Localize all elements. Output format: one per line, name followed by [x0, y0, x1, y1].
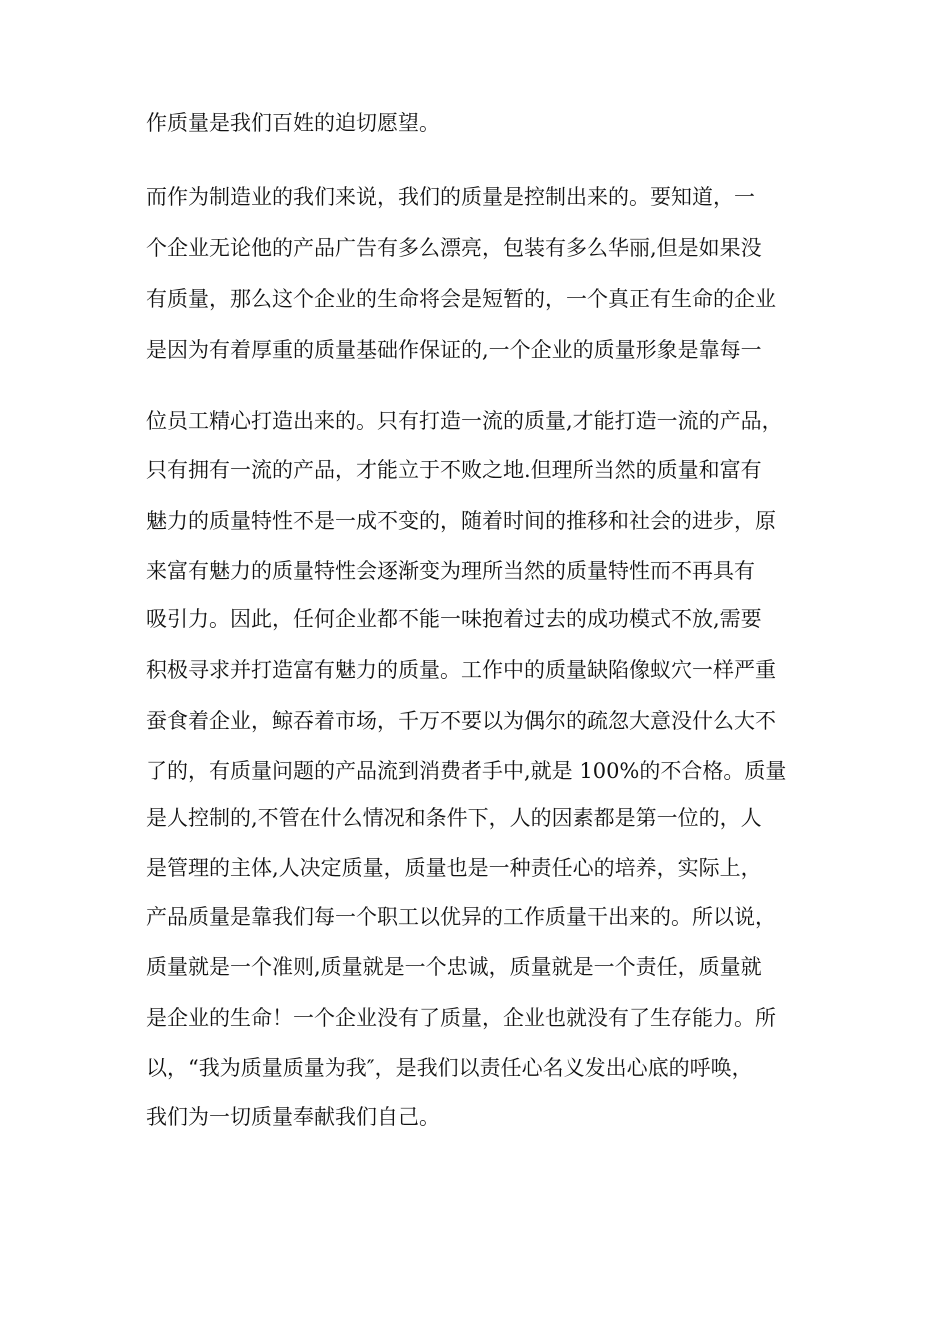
- paragraph-2-line: 吸引力。因此，任何企业都不能一味抱着过去的成功模式不放,需要: [146, 607, 762, 631]
- paragraph-2-line: 是管理的主体,人决定质量，质量也是一种责任心的培养，实际上，: [146, 856, 762, 880]
- paragraph-2-line: 魅力的质量特性不是一成不变的，随着时间的推移和社会的进步，原: [146, 509, 776, 533]
- paragraph-2-line: 蚕食着企业，鲸吞着市场，千万不要以为偶尔的疏忽大意没什么大不: [146, 709, 776, 733]
- paragraph-2-line: 了的，有质量问题的产品流到消费者手中,就是 100%的不合格。质量: [146, 759, 787, 783]
- paragraph-2-line: 以，“我为质量质量为我″，是我们以责任心名义发出心底的呼唤，: [146, 1056, 753, 1080]
- paragraph-2-line: 质量就是一个准则,质量就是一个忠诚，质量就是一个责任，质量就: [146, 955, 762, 979]
- paragraph-2-line: 积极寻求并打造富有魅力的质量。工作中的质量缺陷像蚁穴一样严重: [146, 658, 776, 682]
- paragraph-2-line: 位员工精心打造出来的。只有打造一流的质量,才能打造一流的产品，: [146, 409, 783, 433]
- paragraph-2-line: 我们为一切质量奉献我们自己。: [146, 1105, 440, 1129]
- paragraph-2-line: 是人控制的,不管在什么情况和条件下，人的因素都是第一位的，人: [146, 806, 762, 830]
- paragraph-1-line: 作质量是我们百姓的迫切愿望。: [146, 111, 440, 135]
- paragraph-2-line: 来富有魅力的质量特性会逐渐变为理所当然的质量特性而不再具有: [146, 559, 755, 583]
- paragraph-2-line: 产品质量是靠我们每一个职工以优异的工作质量干出来的。所以说，: [146, 905, 776, 929]
- paragraph-2-line: 是因为有着厚重的质量基础作保证的,一个企业的质量形象是靠每一: [146, 338, 762, 362]
- paragraph-2-line: 有质量，那么这个企业的生命将会是短暂的，一个真正有生命的企业: [146, 287, 776, 311]
- paragraph-2-line: 个企业无论他的产品广告有多么漂亮，包装有多么华丽,但是如果没: [146, 236, 762, 260]
- paragraph-2-line: 而作为制造业的我们来说，我们的质量是控制出来的。要知道，一: [146, 185, 755, 209]
- paragraph-2-line: 是企业的生命！一个企业没有了质量，企业也就没有了生存能力。所: [146, 1006, 776, 1030]
- paragraph-2-line: 只有拥有一流的产品，才能立于不败之地.但理所当然的质量和富有: [146, 458, 762, 482]
